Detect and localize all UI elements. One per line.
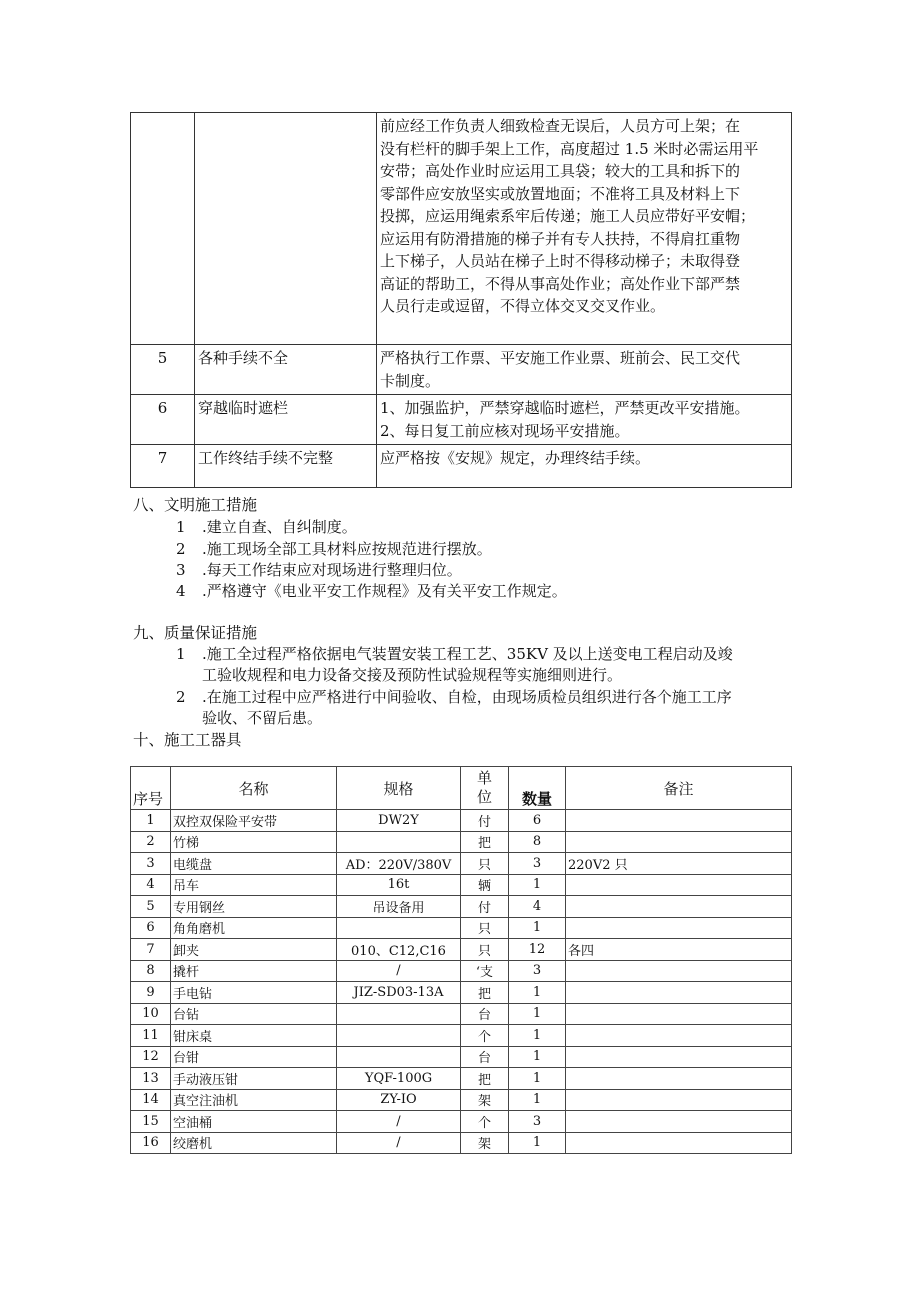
cell-note (566, 1025, 792, 1047)
measure-line: 2、每日复工前应核对现场平安措施。 (380, 421, 630, 440)
cell-unit: 架 (461, 1089, 509, 1111)
cell-no: 12 (131, 1046, 171, 1068)
table-row (131, 1025, 792, 1047)
cell-no: 7 (131, 939, 171, 961)
cell-qty: 1 (509, 1025, 566, 1047)
cell-spec: DW2Y (337, 810, 461, 832)
cell-qty: 1 (509, 1068, 566, 1090)
cell-note: 220V2 只 (566, 853, 792, 875)
table-row (131, 874, 792, 896)
header-unit-bottom: 位 (476, 788, 492, 806)
cell-unit: 架 (461, 1132, 509, 1154)
risk-measure-cell (377, 113, 792, 345)
header-name: 名称 (171, 767, 337, 810)
cell-note (566, 810, 792, 832)
cell-spec: 010、C12,C16 (337, 939, 461, 961)
cell-spec: / (337, 960, 461, 982)
tools-table (130, 766, 792, 1154)
measure-line: 零部件应安放坚实或放置地面；不准将工具及材料上下 (380, 184, 741, 203)
header-unit (461, 767, 509, 810)
item-text: .严格遵守《电业平安工作规程》及有关平安工作规定。 (202, 582, 567, 600)
section-heading: 九、质量保证措施 (133, 624, 258, 642)
table-row (131, 939, 792, 961)
cell-name: 台钳 (171, 1046, 337, 1068)
cell-no: 11 (131, 1025, 171, 1047)
cell-note (566, 1132, 792, 1154)
cell-name: 双控双保险平安带 (171, 810, 337, 832)
table-row (131, 1046, 792, 1068)
cell-unit: ‘支 (461, 960, 509, 982)
cell-unit: 把 (461, 831, 509, 853)
item-number: 2 (176, 688, 186, 706)
list-item (176, 580, 567, 601)
list-item (176, 538, 492, 559)
header-no: 序号 (131, 767, 171, 810)
cell-no: 16 (131, 1132, 171, 1154)
cell-qty: 1 (509, 982, 566, 1004)
measure-line: 没有栏杆的脚手架上工作，高度超过 1.5 米时必需运用平 (380, 139, 759, 158)
list-item-continuation: 工验收规程和电力设备交接及预防性试验规程等实施细则进行。 (202, 666, 623, 684)
cell-note (566, 1089, 792, 1111)
table-row (131, 1111, 792, 1133)
cell-spec (337, 831, 461, 853)
cell-name: 电缆盘 (171, 853, 337, 875)
cell-spec (337, 1046, 461, 1068)
table-row (131, 917, 792, 939)
table-row (131, 113, 792, 345)
header-spec: 规格 (337, 767, 461, 810)
cell-note (566, 1068, 792, 1090)
cell-unit: 付 (461, 896, 509, 918)
cell-spec (337, 1003, 461, 1025)
item-number: 2 (176, 540, 186, 558)
risk-no-cell: 6 (131, 395, 195, 445)
cell-note (566, 982, 792, 1004)
cell-unit: 只 (461, 939, 509, 961)
cell-spec: 16t (337, 874, 461, 896)
list-item (176, 686, 732, 707)
cell-qty: 1 (509, 1132, 566, 1154)
cell-spec (337, 1025, 461, 1047)
cell-no: 5 (131, 896, 171, 918)
table-row (131, 810, 792, 832)
cell-name: 竹梯 (171, 831, 337, 853)
risk-measure-cell (377, 395, 792, 445)
header-note: 备注 (566, 767, 792, 810)
section-heading: 八、文明施工措施 (133, 496, 258, 514)
cell-name: 手电钻 (171, 982, 337, 1004)
table-row (131, 960, 792, 982)
cell-unit: 个 (461, 1111, 509, 1133)
cell-name: 绞磨机 (171, 1132, 337, 1154)
cell-qty: 8 (509, 831, 566, 853)
risk-measure-cell (377, 445, 792, 488)
list-item (176, 516, 357, 537)
risk-item-cell: 穿越临时遮栏 (195, 395, 377, 445)
item-number: 4 (176, 582, 186, 600)
table-row (131, 345, 792, 395)
measure-line: 安带；高处作业时应运用工具袋；较大的工具和拆下的 (380, 162, 741, 180)
measure-line: 严格执行工作票、平安施工作业票、班前会、民工交代 (380, 349, 741, 367)
cell-qty: 12 (509, 939, 566, 961)
cell-name: 卸夹 (171, 939, 337, 961)
cell-note (566, 1046, 792, 1068)
table-row (131, 896, 792, 918)
table-row (131, 445, 792, 488)
cell-spec: / (337, 1111, 461, 1133)
measure-line: 人员行走或逗留，不得立体交叉交叉作业。 (380, 297, 666, 315)
cell-unit: 只 (461, 917, 509, 939)
cell-unit: 辆 (461, 874, 509, 896)
table-row (131, 982, 792, 1004)
risk-no-cell: 7 (131, 445, 195, 488)
measure-line: 应严格按《安规》规定，办理终结手续。 (380, 449, 651, 467)
cell-no: 15 (131, 1111, 171, 1133)
cell-unit: 只 (461, 853, 509, 875)
cell-spec: ZY-IO (337, 1089, 461, 1111)
cell-no: 13 (131, 1068, 171, 1090)
cell-spec: AD：220V/380V (337, 853, 461, 875)
cell-qty: 4 (509, 896, 566, 918)
table-row (131, 1003, 792, 1025)
cell-no: 6 (131, 917, 171, 939)
measure-line: 投掷，应运用绳索系牢后传递；施工人员应带好平安帽； (380, 207, 756, 225)
cell-name: 手动液压钳 (171, 1068, 337, 1090)
risk-measure-cell (377, 345, 792, 395)
cell-no: 14 (131, 1089, 171, 1111)
cell-name: 角角磨机 (171, 917, 337, 939)
cell-note (566, 896, 792, 918)
cell-note (566, 874, 792, 896)
tools-table-body (131, 810, 792, 1154)
table-row (131, 1132, 792, 1154)
cell-qty: 1 (509, 1089, 566, 1111)
cell-no: 2 (131, 831, 171, 853)
cell-qty: 3 (509, 960, 566, 982)
cell-name: 真空注油机 (171, 1089, 337, 1111)
cell-unit: 把 (461, 982, 509, 1004)
header-unit-top: 单 (476, 769, 492, 787)
cell-unit: 台 (461, 1003, 509, 1025)
item-number: 1 (176, 645, 186, 663)
table-header-row (131, 767, 792, 810)
cell-qty: 3 (509, 1111, 566, 1133)
cell-no: 8 (131, 960, 171, 982)
cell-no: 9 (131, 982, 171, 1004)
cell-spec: YQF-100G (337, 1068, 461, 1090)
cell-qty: 1 (509, 917, 566, 939)
risk-no-cell (131, 113, 195, 345)
cell-spec: JIZ-SD03-13A (337, 982, 461, 1004)
cell-unit: 台 (461, 1046, 509, 1068)
cell-name: 空油桶 (171, 1111, 337, 1133)
cell-no: 1 (131, 810, 171, 832)
table-row (131, 853, 792, 875)
measure-line: 高证的帮助工，不得从事高处作业；高处作业下部严禁 (380, 274, 741, 293)
cell-qty: 1 (509, 874, 566, 896)
item-text: .施工全过程严格依据电气装置安装工程工艺、35KV 及以上送变电工程启动及竣 (202, 645, 733, 663)
table-row (131, 1089, 792, 1111)
measure-line: 1、加强监护，严禁穿越临时遮栏，严禁更改平安措施。 (380, 399, 750, 417)
table-row (131, 395, 792, 445)
measure-line: 前应经工作负责人细致检查无误后，人员方可上架；在 (380, 117, 741, 135)
cell-qty: 1 (509, 1003, 566, 1025)
risk-item-cell (195, 113, 377, 345)
measure-line: 卡制度。 (380, 371, 441, 390)
cell-note (566, 917, 792, 939)
item-number: 1 (176, 518, 186, 536)
measure-line: 上下梯子，人员站在梯子上时不得移动梯子；未取得登 (380, 252, 741, 270)
cell-spec: 吊设备用 (337, 896, 461, 918)
header-qty: 数量 (509, 767, 566, 810)
cell-unit: 个 (461, 1025, 509, 1047)
item-text: .施工现场全部工具材料应按规范进行摆放。 (202, 540, 492, 558)
table-row (131, 1068, 792, 1090)
cell-qty: 1 (509, 1046, 566, 1068)
cell-unit: 付 (461, 810, 509, 832)
measure-line: 应运用有防滑措施的梯子并有专人扶持，不得肩扛重物 (380, 229, 741, 248)
list-item (176, 643, 733, 664)
section-heading: 十、施工工器具 (133, 731, 242, 749)
cell-note (566, 1111, 792, 1133)
cell-name: 专用钢丝 (171, 896, 337, 918)
cell-name: 撬杆 (171, 960, 337, 982)
cell-spec (337, 917, 461, 939)
cell-qty: 3 (509, 853, 566, 875)
cell-note (566, 831, 792, 853)
item-text: .建立自查、自纠制度。 (202, 518, 357, 536)
list-item-continuation: 验收、不留后患。 (202, 709, 323, 727)
cell-unit: 把 (461, 1068, 509, 1090)
cell-note (566, 960, 792, 982)
cell-note: 各四 (566, 939, 792, 961)
cell-name: 钳床桌 (171, 1025, 337, 1047)
cell-no: 4 (131, 874, 171, 896)
item-text: .每天工作结束应对现场进行整理归位。 (202, 561, 462, 579)
cell-name: 吊车 (171, 874, 337, 896)
cell-note (566, 1003, 792, 1025)
cell-qty: 6 (509, 810, 566, 832)
cell-spec: / (337, 1132, 461, 1154)
cell-no: 10 (131, 1003, 171, 1025)
risk-item-cell: 工作终结手续不完整 (195, 445, 377, 488)
cell-name: 台钻 (171, 1003, 337, 1025)
item-text: .在施工过程中应严格进行中间验收、自检，由现场质检员组织进行各个施工工序 (202, 688, 732, 706)
risk-no-cell: 5 (131, 345, 195, 395)
risk-measures-table (130, 112, 792, 488)
list-item (176, 559, 462, 580)
risk-item-cell: 各种手续不全 (195, 345, 377, 395)
item-number: 3 (176, 561, 186, 579)
cell-no: 3 (131, 853, 171, 875)
table-row (131, 831, 792, 853)
